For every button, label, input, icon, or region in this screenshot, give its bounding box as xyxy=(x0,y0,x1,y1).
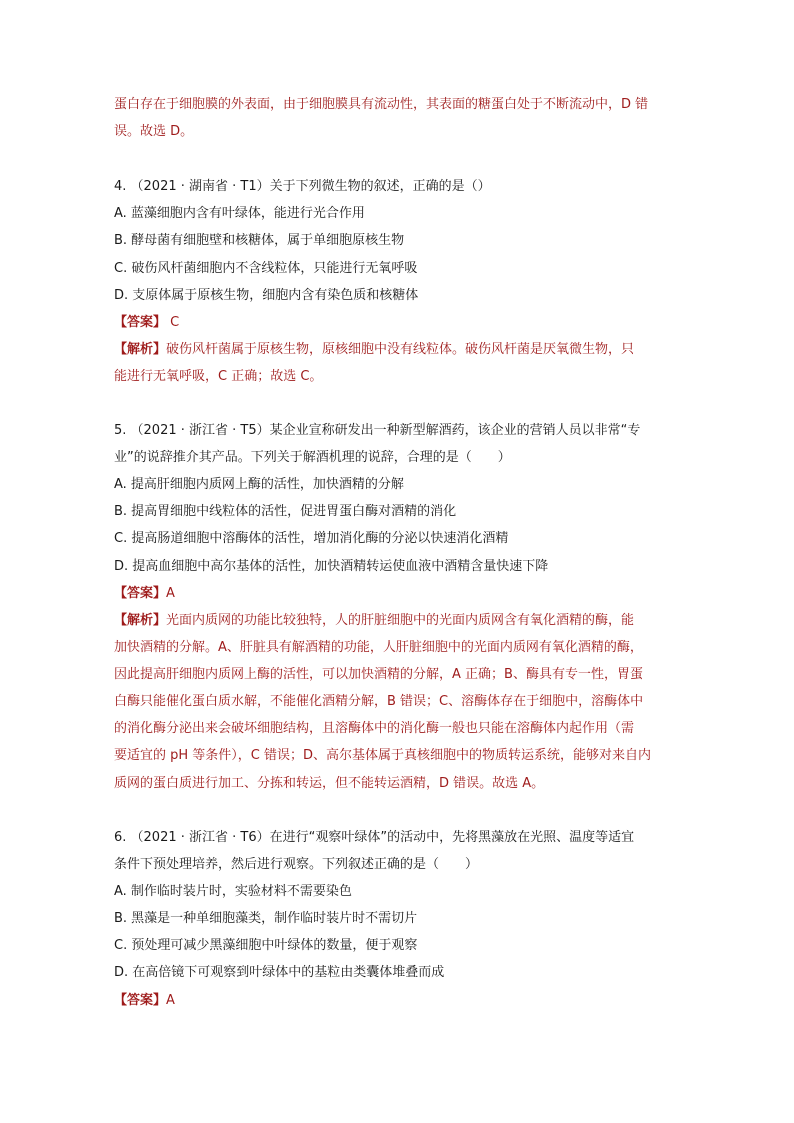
q4-option-a: A. 蓝藻细胞内含有叶绿体，能进行光合作用 xyxy=(114,206,365,221)
q5-analysis-line-2: 加快酒精的分解。A、肝脏具有解酒精的功能，人肝脏细胞中的光面内质网有氧化酒精的酶， xyxy=(114,640,643,655)
q4-analysis-line-2: 能进行无氧呼吸，C 正确；故选 C。 xyxy=(114,369,323,384)
q5-option-b: B. 提高胃细胞中线粒体的活性，促进胃蛋白酶对酒精的消化 xyxy=(114,504,457,519)
q5-stem-line-1: 5. （2021 · 浙江省 · T5）某企业宣称研发出一种新型解酒药，该企业的营销人员以非常“专 xyxy=(114,423,641,438)
q4-option-d: D. 支原体属于原核生物，细胞内含有染色质和核糖体 xyxy=(114,288,419,303)
q4-stem: 4. （2021 · 湖南省 · T1）关于下列微生物的叙述，正确的是（） xyxy=(114,179,491,194)
q4-answer-tag: 【答案】 xyxy=(114,315,167,330)
q6-answer-tag: 【答案】 xyxy=(114,993,167,1008)
q6-stem-line-2: 条件下预处理培养，然后进行观察。下列叙述正确的是（ ） xyxy=(114,857,479,872)
intro-line-2: 误。故选 D。 xyxy=(114,124,194,139)
q4-analysis-text-1: 破伤风杆菌属于原核生物，原核细胞中没有线粒体。破伤风杆菌是厌氧微生物，只 xyxy=(166,342,635,357)
intro-line-1: 蛋白存在于细胞膜的外表面，由于细胞膜具有流动性，其表面的糖蛋白处于不断流动中，D 错 xyxy=(114,97,649,112)
q4-answer xyxy=(114,314,179,332)
q6-option-a: A. 制作临时装片时，实验材料不需要染色 xyxy=(114,884,352,899)
q6-option-d: D. 在高倍镜下可观察到叶绿体中的基粒由类囊体堆叠而成 xyxy=(114,965,445,980)
q5-analysis-line-4: 白酶只能催化蛋白质水解，不能催化酒精分解，B 错误；C、溶酶体存在于细胞中，溶酶体中 xyxy=(114,694,644,709)
q5-answer-value: A xyxy=(166,586,175,601)
q5-answer-tag: 【答案】 xyxy=(114,586,167,601)
q4-option-b: B. 酵母菌有细胞壁和核糖体，属于单细胞原核生物 xyxy=(114,233,405,248)
q5-option-c: C. 提高肠道细胞中溶酶体的活性，增加消化酶的分泌以快速消化酒精 xyxy=(114,531,509,546)
q6-answer-value: A xyxy=(166,993,175,1008)
q5-option-a: A. 提高肝细胞内质网上酶的活性，加快酒精的分解 xyxy=(114,477,404,492)
q6-option-b: B. 黑藻是一种单细胞藻类，制作临时装片时不需切片 xyxy=(114,911,418,926)
q4-option-c: C. 破伤风杆菌细胞内不含线粒体，只能进行无氧呼吸 xyxy=(114,261,418,276)
q6-stem-line-1: 6. （2021 · 浙江省 · T6）在进行“观察叶绿体”的活动中，先将黑藻放在光照、温度等适宜 xyxy=(114,830,635,845)
q5-analysis-line-7: 质网的蛋白质进行加工、分拣和转运，但不能转运酒精，D 错误。故选 A。 xyxy=(114,776,545,791)
q6-option-c: C. 预处理可减少黑藻细胞中叶绿体的数量，便于观察 xyxy=(114,938,418,953)
q5-analysis-text-1: 光面内质网的功能比较独特，人的肝脏细胞中的光面内质网含有氧化酒精的酶，能 xyxy=(166,613,635,628)
q5-analysis-line-1 xyxy=(114,612,634,630)
q6-answer xyxy=(114,992,175,1010)
q4-analysis-tag: 【解析】 xyxy=(114,342,167,357)
q5-analysis-line-6: 要适宜的 pH 等条件），C 错误；D、高尔基体属于真核细胞中的物质转运系统，能够对来自内 xyxy=(114,748,652,763)
q5-option-d: D. 提高血细胞中高尔基体的活性，加快酒精转运使血液中酒精含量快速下降 xyxy=(114,559,549,574)
q5-analysis-line-5: 的消化酶分泌出来会破坏细胞结构，且溶酶体中的消化酶一般也只能在溶酶体内起作用（需 xyxy=(114,721,635,736)
q5-analysis-line-3: 因此提高肝细胞内质网上酶的活性，可以加快酒精的分解，A 正确；B、酶具有专一性，胃蛋 xyxy=(114,667,643,682)
q5-stem-line-2: 业”的说辞推介其产品。下列关于解酒机理的说辞，合理的是（ ） xyxy=(114,450,511,465)
q4-answer-value: C xyxy=(166,315,180,330)
q5-answer xyxy=(114,585,175,603)
q5-analysis-tag: 【解析】 xyxy=(114,613,167,628)
q4-analysis-line-1 xyxy=(114,341,634,359)
